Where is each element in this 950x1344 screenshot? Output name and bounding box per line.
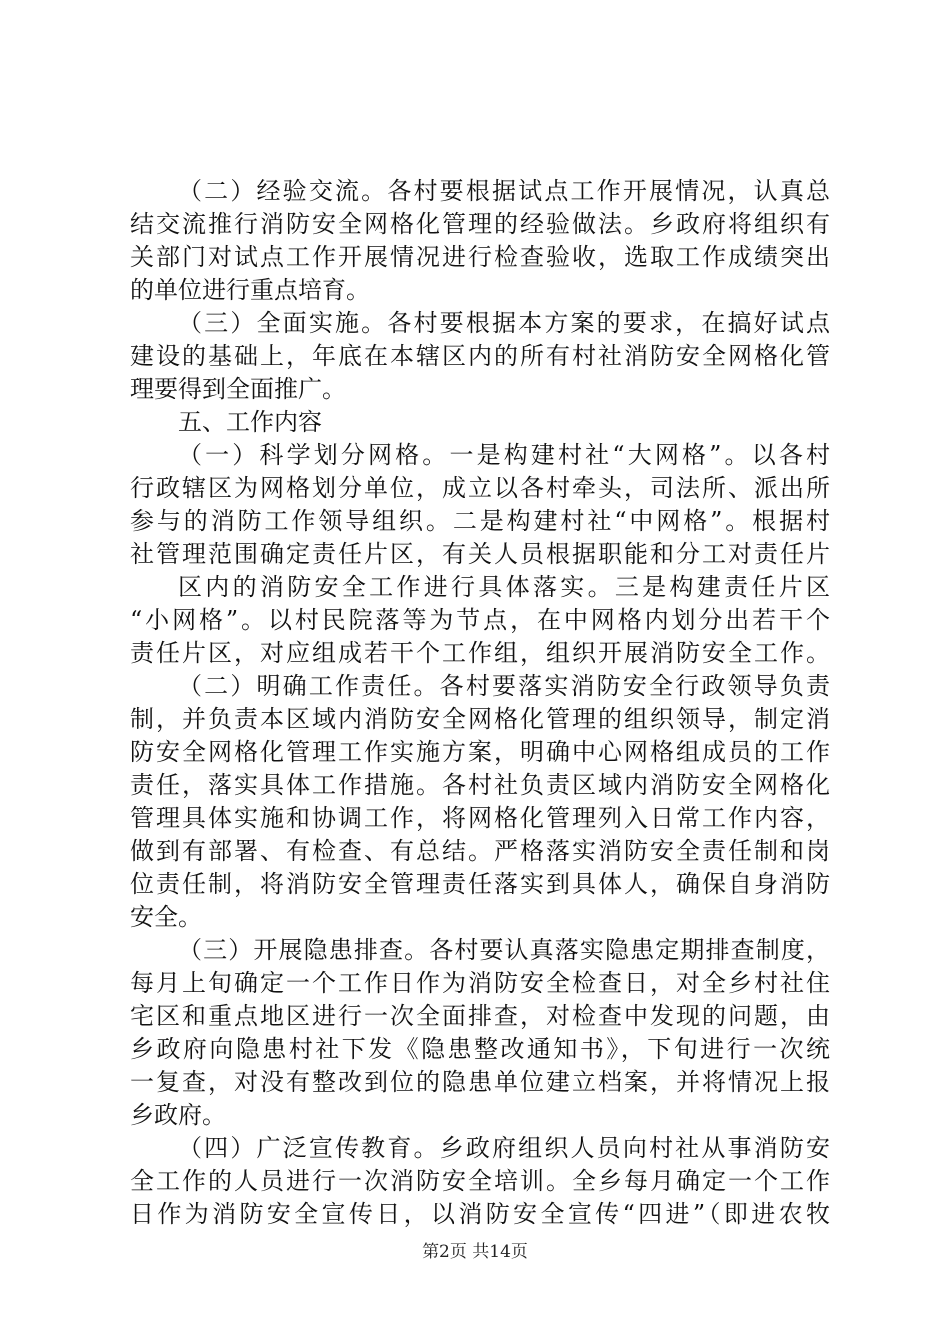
paragraph-line: 建设的基础上，年底在本辖区内的所有村社消防安全网格化管 xyxy=(130,342,830,370)
paragraph-line: 参与的消防工作领导组织。二是构建村社“中网格”。根据村 xyxy=(130,507,830,535)
paragraph-line: 乡政府。 xyxy=(130,1101,226,1129)
paragraph-line: 责任片区，对应组成若干个工作组，组织开展消防安全工作。 xyxy=(130,639,830,667)
paragraph-line: 全工作的人员进行一次消防安全培训。全乡每月确定一个工作 xyxy=(130,1167,830,1195)
paragraph-line: （一）科学划分网格。一是构建村社“大网格”。以各村 xyxy=(178,441,830,469)
paragraph-line: 乡政府向隐患村社下发《隐患整改通知书》，下旬进行一次统 xyxy=(130,1035,830,1063)
paragraph-line: 社管理范围确定责任片区，有关人员根据职能和分工对责任片 xyxy=(130,540,830,568)
paragraph-line: 宅区和重点地区进行一次全面排查，对检查中发现的问题，由 xyxy=(130,1002,830,1030)
paragraph-line: 区内的消防安全工作进行具体落实。三是构建责任片区 xyxy=(178,573,830,601)
paragraph-line: 的单位进行重点培育。 xyxy=(130,276,370,304)
paragraph-line: 行政辖区为网格划分单位，成立以各村牵头，司法所、派出所 xyxy=(130,474,830,502)
paragraph-line: 安全。 xyxy=(130,903,202,931)
paragraph-line: 关部门对试点工作开展情况进行检查验收，选取工作成绩突出 xyxy=(130,243,830,271)
paragraph-line: （二）明确工作责任。各村要落实消防安全行政领导负责 xyxy=(178,672,830,700)
paragraph-line: 理要得到全面推广。 xyxy=(130,375,346,403)
paragraph-line: 每月上旬确定一个工作日作为消防安全检查日，对全乡村社住 xyxy=(130,969,830,997)
paragraph-line: 一复查，对没有整改到位的隐患单位建立档案，并将情况上报 xyxy=(130,1068,830,1096)
paragraph-line: （三）全面实施。各村要根据本方案的要求，在搞好试点 xyxy=(178,309,830,337)
paragraph-line: “小网格”。以村民院落等为节点，在中网格内划分出若干个 xyxy=(130,606,830,634)
paragraph-line: 结交流推行消防安全网格化管理的经验做法。乡政府将组织有 xyxy=(130,210,830,238)
paragraph-line: （二）经验交流。各村要根据试点工作开展情况，认真总 xyxy=(178,177,830,205)
paragraph-line: （三）开展隐患排查。各村要认真落实隐患定期排查制度， xyxy=(178,936,830,964)
paragraph-line: 责任，落实具体工作措施。各村社负责区域内消防安全网格化 xyxy=(130,771,830,799)
paragraph-line: 制，并负责本区域内消防安全网格化管理的组织领导，制定消 xyxy=(130,705,830,733)
paragraph-line: 日作为消防安全宣传日，以消防安全宣传“四进”（即进农牧 xyxy=(130,1200,830,1228)
paragraph-line: 管理具体实施和协调工作，将网格化管理列入日常工作内容， xyxy=(130,804,830,832)
page-number-footer: 第2页 共14页 xyxy=(422,1242,528,1262)
paragraph-line: （四）广泛宣传教育。乡政府组织人员向村社从事消防安 xyxy=(178,1134,830,1162)
section-heading: 五、工作内容 xyxy=(178,408,322,436)
paragraph-line: 位责任制，将消防安全管理责任落实到具体人，确保自身消防 xyxy=(130,870,830,898)
paragraph-line: 做到有部署、有检查、有总结。严格落实消防安全责任制和岗 xyxy=(130,837,830,865)
paragraph-line: 防安全网格化管理工作实施方案，明确中心网格组成员的工作 xyxy=(130,738,830,766)
